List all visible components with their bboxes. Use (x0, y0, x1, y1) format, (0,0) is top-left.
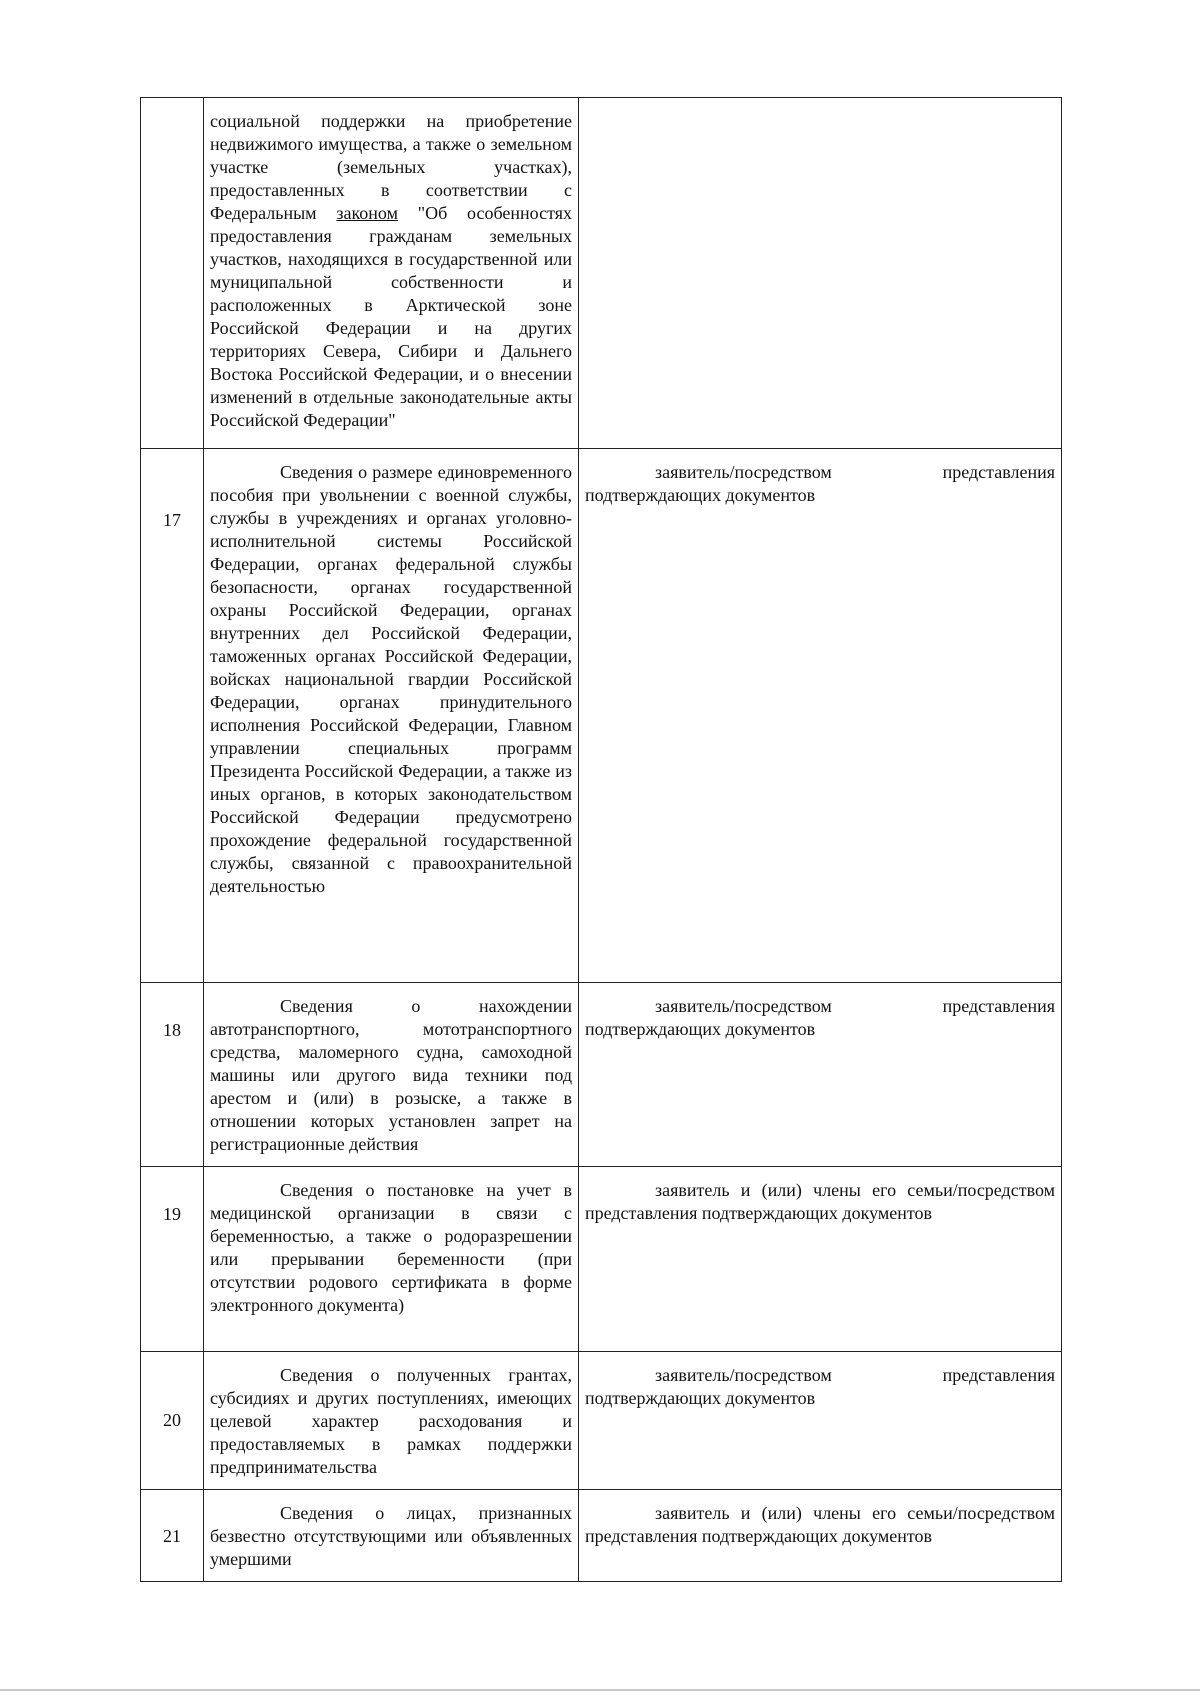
provider-cell (579, 449, 1062, 983)
provider-text: заявитель и (или) члены его семьи/посредством представления подтверждающих документов (585, 1503, 1055, 1546)
description-text: Сведения о постановке на учет в медицинской организации в связи с беременностью, а также о родоразрешении или прерывании беременности (при отсутствии родового сертификата в форме электронного документа) (210, 1180, 572, 1315)
table-row (141, 983, 1062, 1167)
description-text: Сведения о размере единовременного пособия при увольнении с военной службы, службы в учреждениях и органах уголовно-исполнительной системы Российской Федерации, органах федеральной службы безопасности, органах государственной охраны Российской Федерации, органах внутренних дел Российской Федерации, таможенных органах Российской Федерации, войсках национальной гвардии Российской Федерации, органах принудительного исполнения Российской Федерации, Главном управлении специальных программ Президента Российской Федерации, а также из иных органов, в которых законодательством Российской Федерации предусмотрено прохождение федеральной государственной службы, связанной с правоохранительной деятельностью (210, 462, 572, 896)
description-cell (204, 1352, 579, 1490)
provider-cell (579, 98, 1062, 449)
law-link[interactable]: законом (336, 203, 398, 223)
provider-cell (579, 1352, 1062, 1490)
table-row (141, 449, 1062, 983)
table-row (141, 98, 1062, 449)
description-text: Сведения о нахождении автотранспортного, мототранспортного средства, маломерного судна, самоходной машины или другого вида техники под арестом и (или) в розыске, а также в отношении которых установлен запрет на регистрационные действия (210, 996, 572, 1154)
row-number-cell: 21 (141, 1490, 204, 1582)
description-text (210, 110, 572, 432)
description-cell (204, 449, 579, 983)
row-number-cell: 17 (141, 449, 204, 983)
provider-cell (579, 1167, 1062, 1352)
description-text-part: социальной поддержки на приобретение недвижимого имущества, а также о земельном участке (земельных участках), предоставленных в соответствии с Федеральным (210, 111, 572, 223)
row-number-cell: 18 (141, 983, 204, 1167)
scan-edge-line (0, 1689, 1200, 1691)
description-cell (204, 1490, 579, 1582)
description-cell (204, 1167, 579, 1352)
provider-text: заявитель и (или) члены его семьи/посредством представления подтверждающих документов (585, 1180, 1055, 1223)
provider-cell (579, 1490, 1062, 1582)
provider-text: заявитель/посредством представления подтверждающих документов (585, 462, 1055, 505)
row-number-cell: 20 (141, 1352, 204, 1490)
description-cell (204, 98, 579, 449)
description-cell (204, 983, 579, 1167)
row-number-cell: 19 (141, 1167, 204, 1352)
provider-cell (579, 983, 1062, 1167)
documents-table (140, 97, 1062, 1582)
table-row (141, 1352, 1062, 1490)
provider-text: заявитель/посредством представления подтверждающих документов (585, 1365, 1055, 1408)
description-text-part: "Об особенностях предоставления гражданам земельных участков, находящихся в государственной или муниципальной собственности и расположенных в Арктической зоне Российской Федерации и на других территориях Севера, Сибири и Дальнего Востока Российской Федерации, и о внесении изменений в отдельные законодательные акты Российской Федерации" (210, 203, 573, 430)
table-row (141, 1167, 1062, 1352)
provider-text: заявитель/посредством представления подтверждающих документов (585, 996, 1055, 1039)
description-text: Сведения о полученных грантах, субсидиях и других поступлениях, имеющих целевой характер расходования и предоставляемых в рамках поддержки предпринимательства (210, 1365, 572, 1477)
row-number-cell (141, 98, 204, 449)
description-text: Сведения о лицах, признанных безвестно отсутствующими или объявленных умершими (210, 1503, 572, 1569)
table-row (141, 1490, 1062, 1582)
